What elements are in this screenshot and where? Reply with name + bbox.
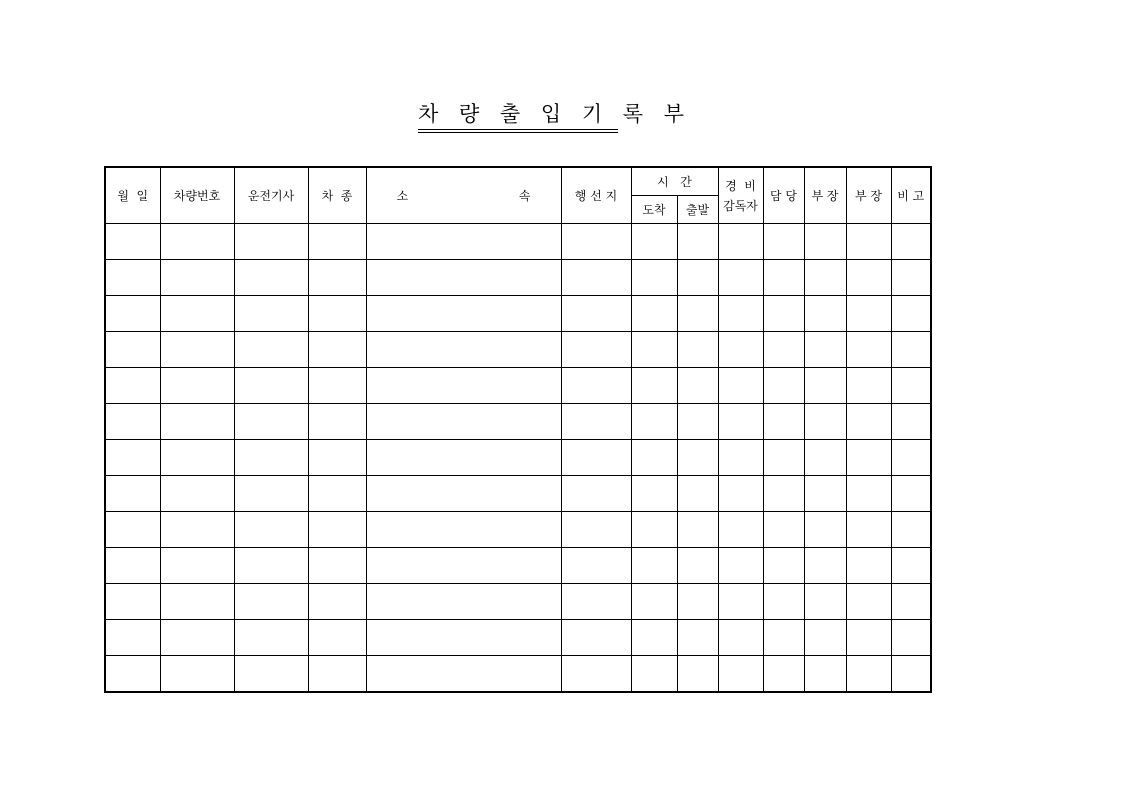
cell-departure[interactable] xyxy=(677,620,718,656)
table-row xyxy=(105,476,931,512)
cell-affiliation[interactable] xyxy=(366,332,561,368)
cell-in-charge[interactable] xyxy=(763,476,804,512)
cell-vehicle-number[interactable] xyxy=(160,548,234,584)
cell-arrival[interactable] xyxy=(631,476,677,512)
cell-destination[interactable] xyxy=(561,656,631,693)
header-arrival: 도착 xyxy=(631,196,677,224)
table-row xyxy=(105,368,931,404)
cell-vice-head[interactable] xyxy=(846,656,891,693)
cell-departure[interactable] xyxy=(677,332,718,368)
cell-remarks[interactable] xyxy=(891,224,931,260)
cell-driver[interactable] xyxy=(234,404,308,440)
cell-vice-head[interactable] xyxy=(846,404,891,440)
cell-guard-supervisor[interactable] xyxy=(718,584,763,620)
cell-guard-supervisor[interactable] xyxy=(718,440,763,476)
cell-arrival[interactable] xyxy=(631,368,677,404)
table-body xyxy=(105,224,931,693)
cell-departure[interactable] xyxy=(677,368,718,404)
title-underline xyxy=(418,132,618,133)
cell-departure[interactable] xyxy=(677,440,718,476)
cell-remarks[interactable] xyxy=(891,440,931,476)
cell-guard-supervisor[interactable] xyxy=(718,404,763,440)
table-row xyxy=(105,260,931,296)
cell-vehicle-number[interactable] xyxy=(160,224,234,260)
cell-in-charge[interactable] xyxy=(763,656,804,693)
cell-in-charge[interactable] xyxy=(763,440,804,476)
cell-arrival[interactable] xyxy=(631,584,677,620)
cell-vice-head[interactable] xyxy=(846,368,891,404)
cell-vice-head[interactable] xyxy=(846,584,891,620)
header-guard-line2: 감독자 xyxy=(723,198,758,213)
cell-arrival[interactable] xyxy=(631,548,677,584)
cell-dept-head[interactable] xyxy=(804,296,846,332)
cell-vehicle-type[interactable] xyxy=(308,656,366,693)
cell-remarks[interactable] xyxy=(891,548,931,584)
cell-driver[interactable] xyxy=(234,224,308,260)
cell-in-charge[interactable] xyxy=(763,368,804,404)
cell-driver[interactable] xyxy=(234,296,308,332)
header-vehicle-number: 차량번호 xyxy=(160,167,234,224)
cell-month-day[interactable] xyxy=(105,332,160,368)
cell-vice-head[interactable] xyxy=(846,548,891,584)
form-title xyxy=(418,102,692,134)
cell-departure[interactable] xyxy=(677,260,718,296)
cell-dept-head[interactable] xyxy=(804,548,846,584)
cell-arrival[interactable] xyxy=(631,440,677,476)
cell-dept-head[interactable] xyxy=(804,656,846,693)
cell-vehicle-type[interactable] xyxy=(308,296,366,332)
header-remarks: 비 고 xyxy=(891,167,931,224)
cell-arrival[interactable] xyxy=(631,620,677,656)
cell-remarks[interactable] xyxy=(891,260,931,296)
cell-destination[interactable] xyxy=(561,296,631,332)
header-destination: 행 선 지 xyxy=(561,167,631,224)
cell-vice-head[interactable] xyxy=(846,440,891,476)
cell-driver[interactable] xyxy=(234,584,308,620)
cell-arrival[interactable] xyxy=(631,656,677,693)
cell-driver[interactable] xyxy=(234,332,308,368)
cell-affiliation[interactable] xyxy=(366,404,561,440)
cell-month-day[interactable] xyxy=(105,296,160,332)
cell-guard-supervisor[interactable] xyxy=(718,224,763,260)
cell-vice-head[interactable] xyxy=(846,476,891,512)
cell-vice-head[interactable] xyxy=(846,512,891,548)
cell-in-charge[interactable] xyxy=(763,296,804,332)
cell-vice-head[interactable] xyxy=(846,260,891,296)
header-vehicle-type: 차 종 xyxy=(308,167,366,224)
table-row xyxy=(105,548,931,584)
cell-month-day[interactable] xyxy=(105,548,160,584)
cell-driver[interactable] xyxy=(234,440,308,476)
cell-vehicle-type[interactable] xyxy=(308,476,366,512)
title-underline xyxy=(418,129,618,130)
cell-driver[interactable] xyxy=(234,548,308,584)
cell-affiliation[interactable] xyxy=(366,440,561,476)
cell-destination[interactable] xyxy=(561,404,631,440)
cell-month-day[interactable] xyxy=(105,620,160,656)
cell-dept-head[interactable] xyxy=(804,404,846,440)
cell-remarks[interactable] xyxy=(891,404,931,440)
cell-vice-head[interactable] xyxy=(846,296,891,332)
cell-vehicle-type[interactable] xyxy=(308,224,366,260)
cell-destination[interactable] xyxy=(561,584,631,620)
cell-in-charge[interactable] xyxy=(763,584,804,620)
cell-guard-supervisor[interactable] xyxy=(718,656,763,693)
cell-vice-head[interactable] xyxy=(846,224,891,260)
cell-remarks[interactable] xyxy=(891,584,931,620)
cell-affiliation[interactable] xyxy=(366,584,561,620)
cell-dept-head[interactable] xyxy=(804,368,846,404)
cell-destination[interactable] xyxy=(561,620,631,656)
table-row xyxy=(105,296,931,332)
cell-vehicle-number[interactable] xyxy=(160,584,234,620)
cell-affiliation[interactable] xyxy=(366,620,561,656)
header-vice-head: 부 장 xyxy=(846,167,891,224)
cell-remarks[interactable] xyxy=(891,620,931,656)
cell-in-charge[interactable] xyxy=(763,404,804,440)
cell-vehicle-number[interactable] xyxy=(160,656,234,693)
cell-remarks[interactable] xyxy=(891,368,931,404)
cell-vehicle-type[interactable] xyxy=(308,548,366,584)
cell-affiliation[interactable] xyxy=(366,512,561,548)
cell-affiliation[interactable] xyxy=(366,368,561,404)
cell-in-charge[interactable] xyxy=(763,548,804,584)
cell-remarks[interactable] xyxy=(891,512,931,548)
header-affiliation-right: 속 xyxy=(518,189,531,203)
cell-vehicle-number[interactable] xyxy=(160,296,234,332)
table-row xyxy=(105,584,931,620)
header-in-charge: 담 당 xyxy=(763,167,804,224)
cell-vehicle-type[interactable] xyxy=(308,368,366,404)
cell-dept-head[interactable] xyxy=(804,332,846,368)
cell-guard-supervisor[interactable] xyxy=(718,332,763,368)
cell-month-day[interactable] xyxy=(105,656,160,693)
cell-vehicle-number[interactable] xyxy=(160,368,234,404)
cell-driver[interactable] xyxy=(234,512,308,548)
cell-vehicle-number[interactable] xyxy=(160,512,234,548)
cell-arrival[interactable] xyxy=(631,296,677,332)
cell-departure[interactable] xyxy=(677,476,718,512)
cell-departure[interactable] xyxy=(677,296,718,332)
cell-arrival[interactable] xyxy=(631,260,677,296)
table-row xyxy=(105,656,931,693)
cell-arrival[interactable] xyxy=(631,512,677,548)
table-header xyxy=(105,167,931,224)
cell-dept-head[interactable] xyxy=(804,224,846,260)
cell-guard-supervisor[interactable] xyxy=(718,476,763,512)
cell-vehicle-type[interactable] xyxy=(308,584,366,620)
cell-vehicle-number[interactable] xyxy=(160,476,234,512)
cell-vehicle-number[interactable] xyxy=(160,404,234,440)
cell-vehicle-number[interactable] xyxy=(160,440,234,476)
cell-affiliation[interactable] xyxy=(366,224,561,260)
table-row xyxy=(105,512,931,548)
cell-departure[interactable] xyxy=(677,548,718,584)
cell-vehicle-type[interactable] xyxy=(308,440,366,476)
cell-guard-supervisor[interactable] xyxy=(718,620,763,656)
header-guard-supervisor xyxy=(718,167,763,224)
cell-dept-head[interactable] xyxy=(804,620,846,656)
cell-remarks[interactable] xyxy=(891,332,931,368)
cell-driver[interactable] xyxy=(234,656,308,693)
header-guard-line1: 경 비 xyxy=(725,178,756,193)
cell-affiliation[interactable] xyxy=(366,548,561,584)
cell-guard-supervisor[interactable] xyxy=(718,548,763,584)
cell-vehicle-type[interactable] xyxy=(308,512,366,548)
cell-remarks[interactable] xyxy=(891,476,931,512)
table-row xyxy=(105,440,931,476)
cell-month-day[interactable] xyxy=(105,440,160,476)
cell-vehicle-type[interactable] xyxy=(308,404,366,440)
cell-vice-head[interactable] xyxy=(846,332,891,368)
cell-driver[interactable] xyxy=(234,476,308,512)
cell-dept-head[interactable] xyxy=(804,440,846,476)
cell-month-day[interactable] xyxy=(105,584,160,620)
header-month-day: 월 일 xyxy=(105,167,160,224)
cell-departure[interactable] xyxy=(677,224,718,260)
cell-vehicle-type[interactable] xyxy=(308,332,366,368)
cell-guard-supervisor[interactable] xyxy=(718,512,763,548)
form-title-text: 차 량 출 입 기 록 부 xyxy=(418,102,692,126)
cell-affiliation[interactable] xyxy=(366,260,561,296)
cell-destination[interactable] xyxy=(561,224,631,260)
cell-destination[interactable] xyxy=(561,260,631,296)
cell-in-charge[interactable] xyxy=(763,620,804,656)
cell-affiliation[interactable] xyxy=(366,296,561,332)
cell-driver[interactable] xyxy=(234,620,308,656)
cell-dept-head[interactable] xyxy=(804,512,846,548)
cell-month-day[interactable] xyxy=(105,404,160,440)
cell-affiliation[interactable] xyxy=(366,656,561,693)
cell-departure[interactable] xyxy=(677,584,718,620)
cell-dept-head[interactable] xyxy=(804,260,846,296)
cell-vehicle-number[interactable] xyxy=(160,620,234,656)
cell-destination[interactable] xyxy=(561,476,631,512)
cell-in-charge[interactable] xyxy=(763,224,804,260)
cell-vehicle-number[interactable] xyxy=(160,260,234,296)
cell-remarks[interactable] xyxy=(891,656,931,693)
cell-dept-head[interactable] xyxy=(804,584,846,620)
cell-guard-supervisor[interactable] xyxy=(718,260,763,296)
cell-vehicle-type[interactable] xyxy=(308,260,366,296)
cell-guard-supervisor[interactable] xyxy=(718,368,763,404)
cell-guard-supervisor[interactable] xyxy=(718,296,763,332)
header-time: 시 간 xyxy=(631,167,718,196)
header-affiliation-left: 소 xyxy=(396,189,409,203)
cell-driver[interactable] xyxy=(234,260,308,296)
cell-month-day[interactable] xyxy=(105,224,160,260)
cell-vehicle-type[interactable] xyxy=(308,620,366,656)
cell-in-charge[interactable] xyxy=(763,260,804,296)
cell-destination[interactable] xyxy=(561,368,631,404)
table-row xyxy=(105,332,931,368)
cell-departure[interactable] xyxy=(677,404,718,440)
cell-month-day[interactable] xyxy=(105,512,160,548)
header-dept-head: 부 장 xyxy=(804,167,846,224)
table-row xyxy=(105,620,931,656)
cell-month-day[interactable] xyxy=(105,476,160,512)
cell-arrival[interactable] xyxy=(631,332,677,368)
header-affiliation xyxy=(366,167,561,224)
cell-departure[interactable] xyxy=(677,512,718,548)
cell-remarks[interactable] xyxy=(891,296,931,332)
cell-destination[interactable] xyxy=(561,512,631,548)
header-driver: 운전기사 xyxy=(234,167,308,224)
cell-driver[interactable] xyxy=(234,368,308,404)
cell-arrival[interactable] xyxy=(631,224,677,260)
cell-in-charge[interactable] xyxy=(763,512,804,548)
cell-arrival[interactable] xyxy=(631,404,677,440)
header-departure: 출발 xyxy=(677,196,718,224)
cell-destination[interactable] xyxy=(561,440,631,476)
cell-departure[interactable] xyxy=(677,656,718,693)
cell-vehicle-number[interactable] xyxy=(160,332,234,368)
cell-vice-head[interactable] xyxy=(846,620,891,656)
cell-in-charge[interactable] xyxy=(763,332,804,368)
table-row xyxy=(105,404,931,440)
cell-month-day[interactable] xyxy=(105,260,160,296)
cell-month-day[interactable] xyxy=(105,368,160,404)
cell-destination[interactable] xyxy=(561,332,631,368)
table-row xyxy=(105,224,931,260)
cell-dept-head[interactable] xyxy=(804,476,846,512)
cell-destination[interactable] xyxy=(561,548,631,584)
vehicle-log-table xyxy=(104,166,932,693)
cell-affiliation[interactable] xyxy=(366,476,561,512)
